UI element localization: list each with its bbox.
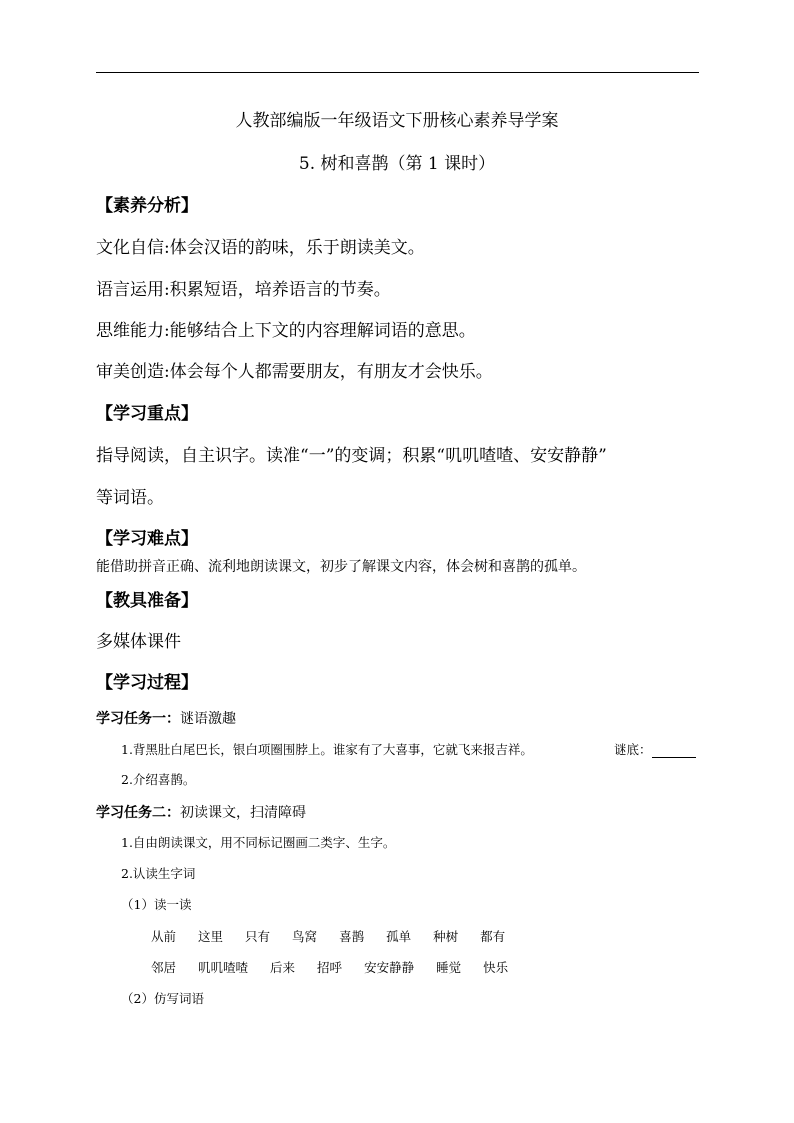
task2-title bbox=[96, 802, 306, 822]
word-item: 招呼 bbox=[317, 960, 343, 975]
riddle-answer-blank bbox=[652, 745, 696, 758]
focus-line-2: 等词语。 bbox=[96, 488, 164, 508]
task2-sub-2: （2）仿写词语 bbox=[121, 991, 204, 1006]
word-item: 睡觉 bbox=[436, 960, 462, 975]
tools-heading: 【教具准备】 bbox=[96, 591, 198, 611]
word-item: 孤单 bbox=[386, 929, 412, 944]
difficulty-line: 能借助拼音正确、流利地朗读课文，初步了解课文内容，体会树和喜鹊的孤单。 bbox=[96, 559, 586, 575]
word-item: 都有 bbox=[480, 929, 506, 944]
task1-item-2: 2.介绍喜鹊。 bbox=[121, 772, 196, 787]
word-item: 种树 bbox=[433, 929, 459, 944]
literacy-line-3: 思维能力:能够结合上下文的内容理解词语的意思。 bbox=[96, 321, 476, 341]
task2-sub-1: （1）读一读 bbox=[121, 897, 192, 912]
word-item: 从前 bbox=[151, 929, 177, 944]
focus-heading: 【学习重点】 bbox=[96, 404, 198, 424]
word-row-1 bbox=[151, 927, 527, 945]
word-item: 安安静静 bbox=[364, 960, 415, 975]
word-item: 叽叽喳喳 bbox=[198, 960, 249, 975]
riddle-answer bbox=[614, 740, 696, 758]
task1-name: 谜语激趣 bbox=[180, 711, 236, 727]
difficulty-heading: 【学习难点】 bbox=[96, 529, 198, 549]
word-item: 喜鹊 bbox=[339, 929, 365, 944]
literacy-line-4: 审美创造:体会每个人都需要朋友，有朋友才会快乐。 bbox=[96, 362, 493, 382]
lesson-title: 5. 树和喜鹊（第 1 课时） bbox=[298, 154, 496, 174]
document-title: 人教部编版一年级语文下册核心素养导学案 bbox=[235, 111, 559, 131]
task2-label: 学习任务二： bbox=[96, 805, 180, 821]
task2-name: 初读课文，扫清障碍 bbox=[180, 805, 306, 821]
process-heading: 【学习过程】 bbox=[96, 673, 198, 693]
literacy-line-2: 语言运用:积累短语，培养语言的节奏。 bbox=[96, 280, 391, 300]
task1-label: 学习任务一： bbox=[96, 711, 180, 727]
tools-line: 多媒体课件 bbox=[96, 632, 181, 652]
word-item: 只有 bbox=[245, 929, 271, 944]
task2-item-2: 2.认读生字词 bbox=[121, 866, 196, 881]
header-rule bbox=[96, 72, 699, 73]
task2-item-1: 1.自由朗读课文，用不同标记圈画二类字、生字。 bbox=[121, 835, 396, 850]
word-item: 邻居 bbox=[151, 960, 177, 975]
word-item: 这里 bbox=[198, 929, 224, 944]
word-item: 鸟窝 bbox=[292, 929, 318, 944]
focus-line-1: 指导阅读，自主识字。读准“一”的变调；积累“叽叽喳喳、安安静静” bbox=[96, 446, 607, 466]
task1-item-1: 1.背黑肚白尾巴长，银白项圈围脖上。谁家有了大喜事，它就飞来报吉祥。 bbox=[121, 742, 533, 757]
literacy-heading: 【素养分析】 bbox=[96, 196, 198, 216]
word-item: 快乐 bbox=[483, 960, 509, 975]
literacy-line-1: 文化自信:体会汉语的韵味，乐于朗读美文。 bbox=[96, 238, 425, 258]
riddle-answer-label: 谜底： bbox=[614, 742, 652, 757]
word-row-2 bbox=[151, 958, 530, 976]
task1-title bbox=[96, 708, 236, 728]
word-item: 后来 bbox=[270, 960, 296, 975]
